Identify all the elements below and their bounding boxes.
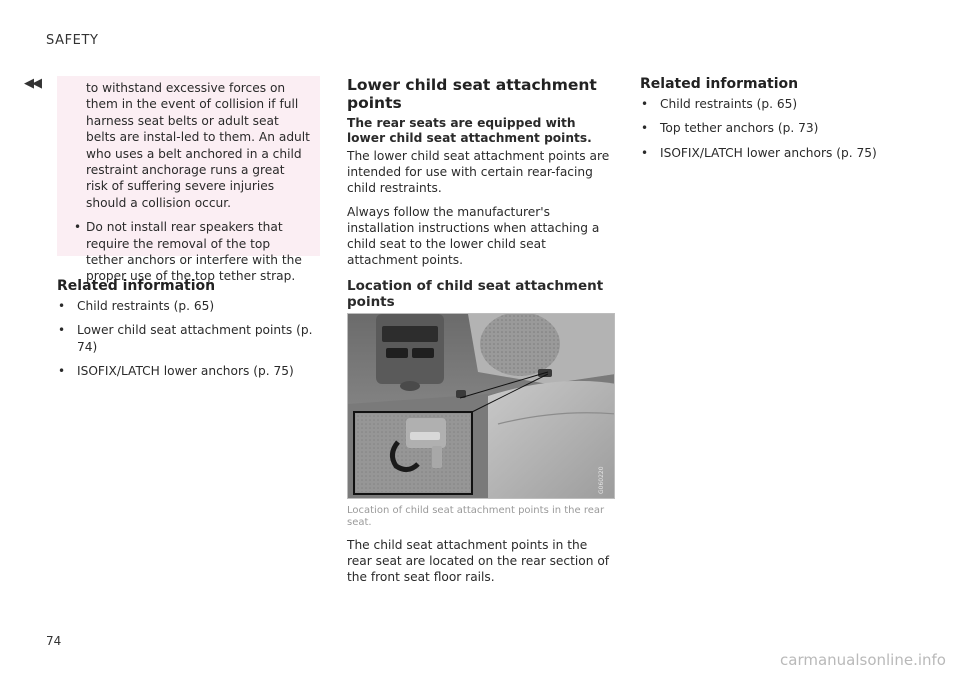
related-link-child-restraints-right[interactable]: • Child restraints (p. 65) <box>640 96 900 112</box>
body-paragraph-3: The child seat attachment points in the rear seat are located on the rear section of the front seat floor rails. <box>347 538 610 584</box>
page-title: Lower child seat attachment points <box>347 76 597 112</box>
section-header: SAFETY <box>46 33 99 48</box>
warning-continuation-text: to withstand excessive forces on them in the event of collision if full harness seat belts or adult seat belts are instal-led to them. An adult who uses a belt anchored in a child restraint anchorage runs a great risk of suffering severe injuries should a collision occur. <box>86 81 310 210</box>
related-link-isofix-right[interactable]: • ISOFIX/LATCH lower anchors (p. 75) <box>640 145 900 161</box>
subheading-location: Location of child seat attachment points <box>347 278 604 310</box>
column-right <box>640 76 900 169</box>
rear-seat-photo-icon <box>348 314 615 499</box>
warning-bullet: • Do not install rear speakers that require the removal of the top tether anchors or interfere with the proper use of the top tether strap. <box>73 219 310 285</box>
column-left <box>57 76 320 388</box>
column-middle <box>347 76 615 593</box>
lead-text: The rear seats are equipped with lower child seat attachment points. <box>347 116 592 145</box>
figure-caption: Location of child seat attachment points in the rear seat. <box>347 505 605 528</box>
related-heading-left: Related information <box>57 278 216 294</box>
body-paragraph-2: Always follow the manufacturer's installation instructions when attaching a child seat to the lower child seat attachment points. <box>347 205 600 267</box>
related-link-isofix[interactable]: • ISOFIX/LATCH lower anchors (p. 75) <box>57 363 320 379</box>
related-link-child-restraints[interactable]: • Child restraints (p. 65) <box>57 298 320 314</box>
related-link-top-tether[interactable]: • Top tether anchors (p. 73) <box>640 120 900 136</box>
figure-code-label: G060220 <box>598 466 605 494</box>
body-paragraph-1: The lower child seat attachment points are intended for use with certain rear-facing child restraints. <box>347 149 610 195</box>
rear-seat-illustration <box>347 313 615 499</box>
continued-marker-icon: ◀◀ <box>24 76 40 91</box>
warning-box <box>57 76 320 284</box>
related-link-lower-attachment[interactable]: • Lower child seat attachment points (p. 74) <box>57 322 320 355</box>
page-number: 74 <box>46 634 62 648</box>
site-watermark: carmanualsonline.info <box>780 651 946 669</box>
related-heading-right: Related information <box>640 76 799 92</box>
